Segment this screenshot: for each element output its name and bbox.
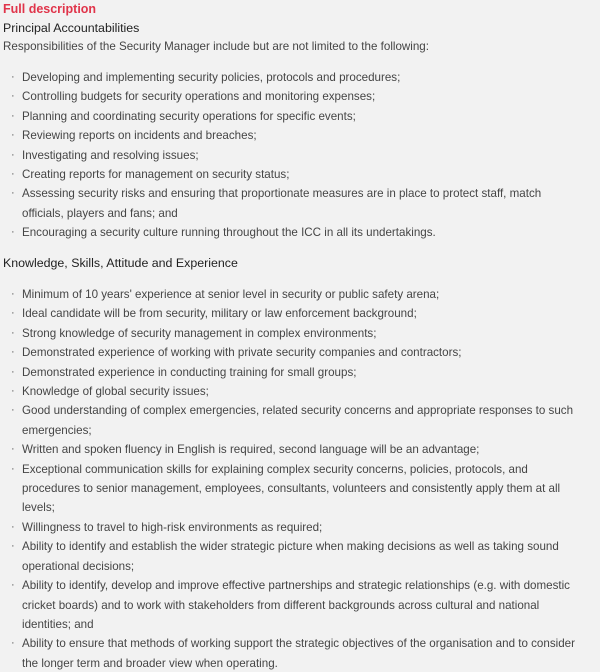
bullet-icon: ·	[11, 71, 15, 83]
full-description-heading: Full description	[3, 2, 97, 16]
accountability-item	[0, 146, 590, 165]
requirement-item-text: Written and spoken fluency in English is required, second language will be an advantage;	[22, 443, 480, 457]
bullet-icon: ·	[11, 365, 15, 378]
requirement-item-text: Good understanding of complex emergencies, related security concerns and appropriate responses to such emergencies;	[22, 404, 574, 437]
bullet-icon: ·	[11, 129, 15, 142]
principal-accountabilities-title: Principal Accountabilities	[3, 21, 140, 35]
responsibilities-intro: Responsibilities of the Security Manager include but are not limited to the following:	[3, 40, 429, 53]
accountability-item	[0, 107, 590, 126]
bullet-icon: ·	[11, 307, 15, 320]
requirement-item-text: Willingness to travel to high-risk environments as required;	[22, 520, 323, 534]
accountability-item-text: Reviewing reports on incidents and breaches;	[22, 129, 257, 143]
bullet-icon: ·	[11, 404, 15, 417]
requirement-item	[0, 440, 590, 459]
requirement-item	[0, 576, 590, 634]
accountability-item-text: Planning and coordinating security operations for specific events;	[22, 109, 356, 123]
accountability-item	[0, 184, 590, 223]
requirement-item	[0, 537, 590, 576]
requirement-item-text: Strong knowledge of security management in complex environments;	[22, 326, 377, 340]
bullet-icon: ·	[11, 148, 15, 161]
accountability-item-text: Encouraging a security culture running throughout the ICC in all its undertakings.	[22, 226, 436, 240]
accountability-item-text: Assessing security risks and ensuring that proportionate measures are in place to protect staff, match officials, players and fans; and	[22, 187, 542, 220]
bullet-icon: ·	[11, 288, 15, 300]
accountability-item	[0, 165, 590, 184]
requirement-item	[0, 363, 590, 382]
knowledge-skills-title: Knowledge, Skills, Attitude and Experience	[3, 256, 238, 270]
requirement-item-text: Ideal candidate will be from security, military or law enforcement background;	[22, 307, 417, 321]
accountability-item-text: Developing and implementing security policies, protocols and procedures;	[22, 71, 401, 84]
requirement-item-text: Ability to ensure that methods of working support the strategic objectives of the organisation and to consider the longer term and broader view when operating.	[22, 637, 575, 670]
requirement-item	[0, 285, 590, 304]
bullet-icon: ·	[11, 326, 15, 339]
requirement-item	[0, 518, 590, 537]
bullet-icon: ·	[11, 109, 15, 122]
accountability-item-text: Creating reports for management on security status;	[22, 168, 290, 182]
bullet-icon: ·	[11, 187, 15, 200]
requirement-item	[0, 382, 590, 401]
requirement-item-text: Minimum of 10 years' experience at senior level in security or public safety arena;	[22, 288, 440, 301]
accountability-item-text: Investigating and resolving issues;	[22, 148, 199, 162]
requirement-item	[0, 324, 590, 343]
requirement-item-text: Demonstrated experience of working with private security companies and contractors;	[22, 346, 462, 360]
bullet-icon: ·	[11, 385, 15, 398]
accountability-item	[0, 68, 590, 87]
bullet-icon: ·	[11, 579, 15, 592]
bullet-icon: ·	[11, 168, 15, 181]
accountability-item-text: Controlling budgets for security operations and monitoring expenses;	[22, 90, 376, 104]
bullet-icon: ·	[11, 90, 15, 103]
requirement-item	[0, 304, 590, 323]
requirement-item-text: Knowledge of global security issues;	[22, 385, 209, 399]
knowledge-skills-list	[0, 285, 590, 672]
bullet-icon: ·	[11, 520, 15, 533]
accountability-item	[0, 87, 590, 106]
requirement-item-text: Ability to identify, develop and improve effective partnerships and strategic relationships (e.g. with domestic cricket boards) and to work with stakeholders from different backgrounds across cultural and national identities; and	[22, 579, 570, 631]
requirement-item-text: Exceptional communication skills for explaining complex security concerns, policies, protocols, and procedures to senior management, employees, consultants, volunteers and consistently apply them at all levels;	[22, 462, 561, 515]
bullet-icon: ·	[11, 226, 15, 239]
accountability-item	[0, 126, 590, 145]
requirement-item	[0, 401, 590, 440]
requirement-item-text: Ability to identify and establish the wider strategic picture when making decisions as well as taking sound operational decisions;	[22, 540, 559, 573]
requirement-item	[0, 460, 590, 518]
requirement-item	[0, 343, 590, 362]
bullet-icon: ·	[11, 462, 15, 475]
bullet-icon: ·	[11, 346, 15, 359]
bullet-icon: ·	[11, 443, 15, 456]
requirement-item-text: Demonstrated experience in conducting training for small groups;	[22, 365, 357, 379]
bullet-icon: ·	[11, 637, 15, 650]
requirement-item	[0, 634, 590, 672]
bullet-icon: ·	[11, 540, 15, 553]
accountabilities-list	[0, 68, 590, 243]
accountability-item	[0, 223, 590, 242]
